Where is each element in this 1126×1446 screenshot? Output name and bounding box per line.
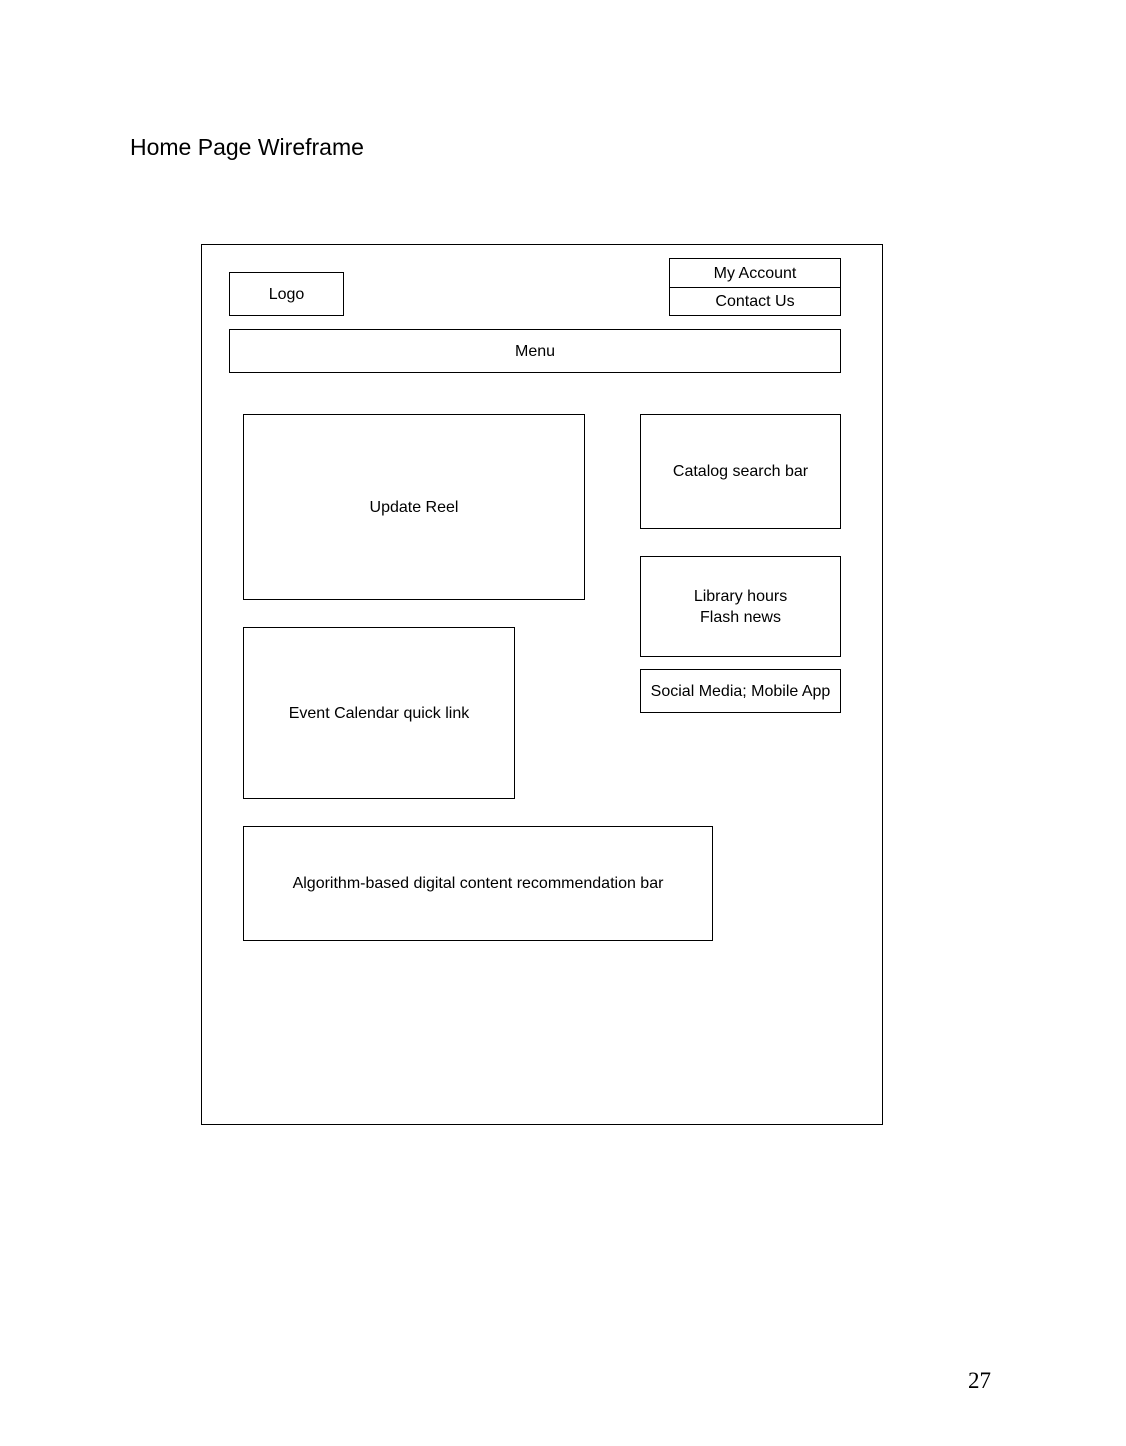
event-calendar-box (243, 627, 515, 799)
logo-box (229, 272, 344, 316)
flash-news-label: Flash news (700, 608, 781, 626)
my-account-box (669, 258, 841, 288)
contact-us-box (669, 287, 841, 316)
recommendation-bar-label: Algorithm-based digital content recommendation bar (292, 875, 664, 892)
contact-us-label: Contact Us (715, 293, 795, 310)
library-hours-label: Library hours (693, 587, 788, 605)
recommendation-bar-box (243, 826, 713, 941)
update-reel-label: Update Reel (369, 498, 459, 516)
social-media-box (640, 669, 841, 713)
library-hours-box (640, 556, 841, 657)
logo-label: Logo (268, 285, 305, 303)
menu-box (229, 329, 841, 373)
page-title: Home Page Wireframe (130, 134, 364, 160)
social-media-label: Social Media; Mobile App (650, 682, 831, 700)
catalog-search-label: Catalog search bar (672, 463, 809, 480)
page-number: 27 (968, 1368, 991, 1393)
event-calendar-label: Event Calendar quick link (288, 704, 470, 722)
update-reel-box (243, 414, 585, 600)
menu-label: Menu (514, 342, 556, 360)
catalog-search-box (640, 414, 841, 529)
my-account-label: My Account (713, 264, 797, 282)
